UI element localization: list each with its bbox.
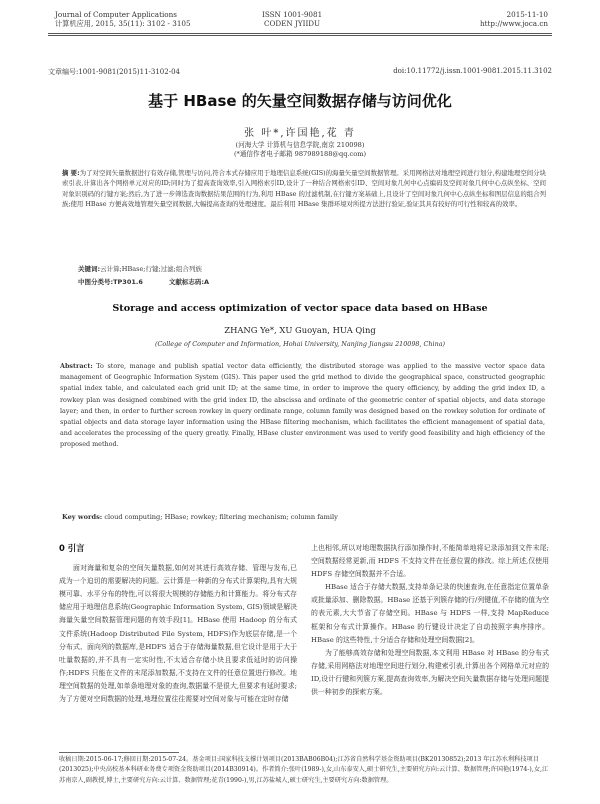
keywords-text-en: cloud computing; HBase; rowkey; filtering mechanism; column family — [104, 513, 338, 521]
affiliation-chinese — [0, 141, 600, 159]
title-chinese: 基于 HBase 的矢量空间数据存储与访问优化 — [148, 92, 452, 110]
abstract-label-en: Abstract: — [60, 362, 93, 370]
journal-url[interactable]: http://www.joca.cn — [480, 19, 548, 28]
affiliation-english: (College of Computer and Information, Hohai University, Nanjing Jiangsu 210098, China) — [154, 340, 446, 348]
article-number: 文章编号:1001-9081(2015)11-3102-04 — [48, 68, 180, 76]
paragraph: 上也相邻,所以对地理数据执行添加操作时,不能简单地将记录添加到文件末尾;空间数据经常更新,而 HDFS 不支持文件在任意位置的修改。综上所述,仅使用 HDFS 存储空间数据并不合适。 — [311, 544, 549, 579]
footnote: 收稿日期:2015-06-17;修回日期:2015-07-24。基金项目:国家科技支撑计划项目(2013BAB06B04);江苏省自然科学基金资助项目(BK20130852);2013 年江苏水利科技项目(2013025);中央高校基本科研业务费专项资金资助项目(2014B30914)。作者简介:张叶(1989-),女,山东泰安人,硕士研究生,主要研究方向:云计算、数据管理;许国艳(1974-),女,江苏南京人,副教授,博士,主要研究方向:云计算、数据管理;花青(1990-),男,江苏盐城人,硕士研究生,主要研究方向:数据管理。 — [59, 756, 549, 784]
abstract-label-zh: 摘 要: — [62, 169, 80, 177]
body-column-right — [311, 542, 549, 699]
keywords-english — [62, 513, 338, 521]
keywords-chinese — [78, 264, 202, 273]
paragraph: HBase 适合于存储大数据,支持单条记录的快速查询,在任意指定位置单条或批量添加、删除数据。HBase 还基于列簇存储的行/列键值,不存储的值为空的表元素,大大节省了存储空间。HBase 与 HDFS 一样,支持 MapReduce 框架和分布式计算操作。HBase 的行键设计决定了自动按照字典序排序。HBase 的这些特性,十分适合存储和处理空间数据[2]。 — [311, 583, 549, 644]
keywords-label-en: Key words: — [62, 513, 103, 521]
keywords-label-zh: 关键词: — [78, 265, 101, 273]
issn: ISSN 1001-9081 — [262, 10, 323, 19]
paragraph: 面对海量和复杂的空间矢量数据,如何对其进行高效存储、管理与发布,已成为一个迫切的需要解决的问题。云计算是一种新的分布式计算架构,具有大规模可靠、水平分布的特性,可以将很大规模的存储能力和计算能力。将分布式存储应用于地理信息系统(Geographic Information System, GIS)领域是解决海量矢量空间数据管理问题的有效手段[1]。HBase 使用 Hadoop 的分布式文件系统(Hadoop Distributed File System, HDFS)作为底层存储,是一个分布式、面向列的数据库,是HDFS 适合于存储海量数据,但它设计是用于大于吐量数据的,并不具有一定实时性,不太适合存储小块且要求低延时的访问操作;HDFS 只能在文件的末尾添加数据,不支持在文件的任意位置进行修改。地理空间数据的处理,如单条地理对象的查询,数据量不是很大,但要求有延时要求;为了方便对空间数据的处理,地理位置往往需要对空间对象与可能在定时存储 — [59, 564, 297, 704]
paragraph: 为了能够高效存储和处理空间数据,本文利用 HBase 对 HBase 的分布式存储,采用网格法对地理空间进行划分,构建索引表,计算出各个网格单元对应的 ID,设计行键和列簇方案,提高查询效率,为解决空间矢量数据存储与处理问题提供一种初步的探索方案。 — [311, 648, 549, 697]
corresponding-author: (*通信作者电子邮箱 987989188@qq.com) — [233, 150, 367, 158]
abstract-text-en: To store, manage and publish spatial vector data efficiently, the distributed storage was applied to the massive vector space data management of Geographic Information System (GIS). This paper used the grid method to divide the geographical space, constructed geographic spatial index table, and calculated each grid unit ID; at the same time, in order to improve the query efficiency, by adding the grid index ID, a rowkey plan was designed combined with the grid index ID, the abscissa and ordinate of the geometric center of spatial objects, and data storage layer; and then, in order to further screen rowkey in query ordinate range, column family was designed based on the rowkey solution for ordinate of spatial objects and data storage layer information using the HBase filtering mechanism, which facilitates the efficient management of spatial data, and accelerates the processing of the query greatly. Finally, HBase cluster environment was used to verify good feasibility and high efficiency of the proposed method. — [60, 362, 545, 449]
body-column-left — [59, 542, 297, 706]
authors-english: ZHANG Ye*, XU Guoyan, HUA Qing — [224, 325, 376, 335]
publish-date: 2015-11-10 — [506, 10, 548, 19]
doi[interactable]: doi:10.11772/j.issn.1001-9081.2015.11.3102 — [393, 67, 552, 75]
abstract-english — [60, 361, 545, 451]
journal-name-en: Journal of Computer Applications — [55, 10, 177, 19]
footnote-rule — [59, 752, 179, 753]
coden: CODEN JYIIDU — [264, 19, 321, 28]
section-heading-intro: 0 引言 — [59, 543, 85, 553]
abstract-chinese — [62, 168, 546, 209]
journal-header-left — [55, 10, 191, 28]
affiliation-line: (河海大学 计算机与信息学院,南京 210098) — [235, 141, 365, 149]
classification-chinese — [78, 277, 209, 286]
document-code: 文献标志码:A — [168, 278, 209, 286]
header-rule-bottom — [48, 35, 552, 36]
abstract-text-zh: 为了对空间矢量数据进行有效存储,管理与访问,符合本式存储应用于地理信息系统(GIS)的海量矢量空间数据管理。采用网格法对地理空间进行划分,构建地理空间分块索引表,计算出各个网格单元对应的ID;同时为了提高查询效率,引入网格索引ID,设计了一种结合网格索引ID、空间对象几何中心点编码及空间对象几何中心点纵坐标、空间对象识别码的行键方案;然后,为了进一步筛选查询数据结果范围的行为,利用 HBase 的过滤机制,在行键方案基础上,且设计了空间对象几何中心点纵坐标和图层信息的组合列族;使用 HBase 方便高效地管理矢量空间数据,大幅提高查询的处理速度。最后利用 HBase 集群环境对所提方法进行验证,验证其具有较好的可行性和较高的效率。 — [62, 169, 546, 208]
keywords-text-zh: 云计算;HBase;行键;过滤;组合列族 — [100, 265, 202, 273]
title-english: Storage and access optimization of vector space data based on HBase — [112, 303, 488, 314]
journal-header-right — [480, 10, 548, 28]
authors-chinese: 张 叶*,许国艳,花 青 — [244, 128, 356, 139]
clc-number: 中图分类号:TP301.6 — [78, 278, 143, 286]
header-rule-top — [48, 33, 552, 34]
journal-header-center — [262, 10, 322, 28]
journal-citation-zh: 计算机应用, 2015, 35(11): 3102 - 3105 — [55, 19, 191, 28]
